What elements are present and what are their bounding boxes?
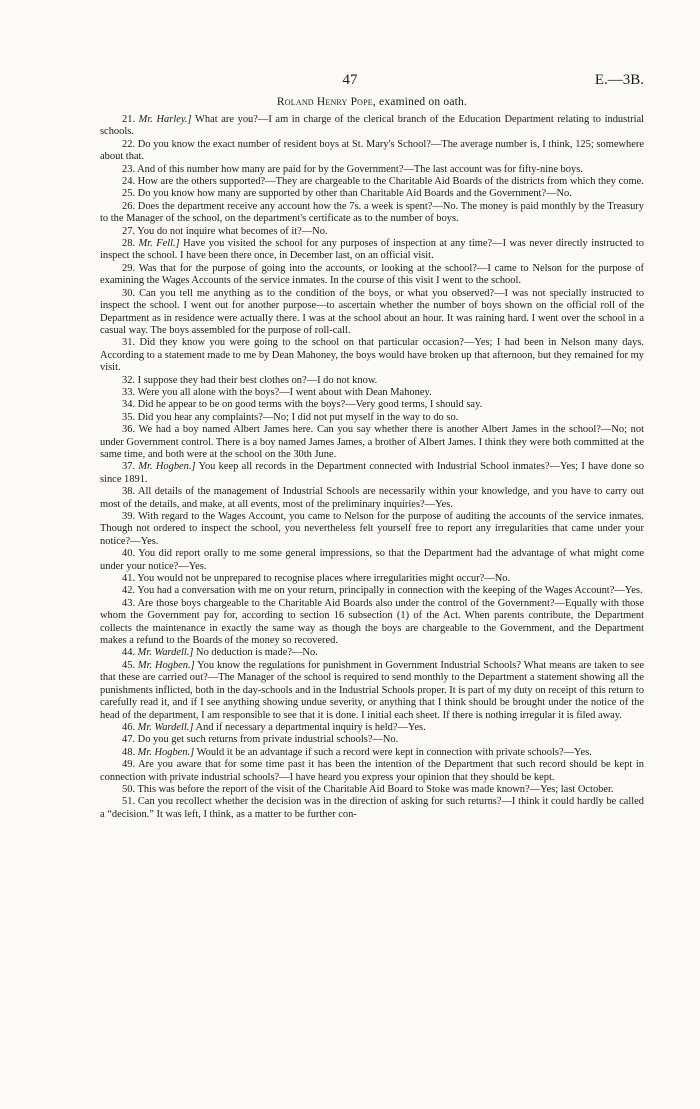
qa-paragraph bbox=[100, 176, 644, 188]
qa-text: Did you hear any complaints?—No; I did not put myself in the way to do so. bbox=[137, 411, 459, 423]
qa-paragraph bbox=[100, 387, 644, 399]
qa-paragraph bbox=[100, 722, 644, 734]
speaker: Mr. Fell.] bbox=[138, 238, 180, 250]
qa-paragraph bbox=[100, 548, 644, 573]
question-number: 37. bbox=[122, 461, 136, 473]
question-number: 23. bbox=[122, 163, 136, 175]
question-number: 26. bbox=[122, 200, 136, 212]
qa-paragraph bbox=[100, 226, 644, 238]
qa-text: Did they know you were going to the school on that particular occasion?—Yes; I had been in Nelson many days. According to a statement made to me by Dean Mahoney, the boys would have broken up that afternoon, but they remained for my visit. bbox=[100, 337, 645, 374]
qa-text: You know the regulations for punishment in Government Industrial Schools? What means are taken to see that these are carried out?—The Manager of the school is required to send monthly to the Department a statement showing all the punishments inflicted, both in the day-schools and in the Industrial Schools proper. It is part of my duty on receipt of this return to carefully read it, and if I see anything showing undue severity, or anything that I think should be brought under the notice of the head of the department, I am responsible to see that it is done. I initial each sheet. If there is nothing irregular it is filed away. bbox=[100, 659, 644, 721]
qa-text: You do not inquire what becomes of it?—No. bbox=[137, 225, 328, 237]
qa-text: Do you get such returns from private industrial schools?—No. bbox=[137, 734, 399, 746]
question-number: 29. bbox=[122, 262, 136, 274]
question-number: 30. bbox=[122, 287, 136, 299]
witness-heading-rest: examined on oath. bbox=[375, 96, 468, 108]
qa-paragraph bbox=[100, 201, 644, 226]
question-number: 39. bbox=[122, 511, 136, 522]
question-number: 31. bbox=[122, 337, 136, 349]
qa-paragraph bbox=[100, 647, 644, 659]
question-number: 21. bbox=[122, 114, 136, 125]
series-reference: E.—3B. bbox=[594, 72, 644, 88]
question-number: 25. bbox=[122, 188, 136, 200]
speaker: Mr. Wardell.] bbox=[137, 647, 194, 659]
question-number: 33. bbox=[122, 386, 136, 398]
qa-text: And of this number how many are paid for by the Government?—The last account was for fifty-nine boys. bbox=[137, 163, 583, 175]
speaker: Mr. Hogben.] bbox=[137, 746, 195, 758]
qa-paragraph bbox=[100, 734, 644, 746]
question-number: 38. bbox=[122, 486, 136, 498]
qa-text: Can you tell me anything as to the condition of the boys, or what you observed?—I was not specially instructed to inspect the school. I went out for another purpose—to ascertain whether the number of boys shown on the official roll of the Department as in residence were actually there. I was at the school about an hour. It was raining hard. I went over the school in a casual way. The boys assembled for the purpose of roll-call. bbox=[100, 287, 644, 336]
speaker: Mr. Hogben.] bbox=[137, 659, 195, 671]
qa-text: No deduction is made?—No. bbox=[193, 647, 318, 659]
qa-text: You keep all records in the Department connected with Industrial School inmates?—Yes; I have done so since 1891. bbox=[100, 461, 644, 485]
question-number: 44. bbox=[122, 647, 136, 659]
qa-paragraph bbox=[100, 114, 644, 139]
qa-paragraph bbox=[100, 511, 644, 548]
question-number: 48. bbox=[122, 746, 136, 758]
qa-text: Was that for the purpose of going into the accounts, or looking at the school?—I came to Nelson for the purpose of examining the Wages Accounts of the service inmates. In the course of this visit I went to the school. bbox=[100, 262, 644, 287]
qa-paragraph bbox=[100, 598, 644, 648]
qa-text: Can you recollect whether the decision was in the direction of asking for such returns?—I think it could hardly be called a “decision.” It was left, I think, as a matter to be further con- bbox=[100, 796, 645, 820]
question-number: 32. bbox=[122, 374, 136, 386]
testimony-body bbox=[100, 114, 644, 821]
qa-text: Are those boys chargeable to the Charitable Aid Boards also under the control of the Government?—Equally with those whom the Government pay for, according to section 16 subsection (1) of the Act. When parents contribute, the Department collects the maintenance in exactly the same way as though the boys are chargeable to the Government, and the Department makes a refund to the Boards of the money so recovered. bbox=[100, 597, 644, 647]
speaker: Mr. Harley.] bbox=[138, 114, 192, 125]
witness-name: Roland Henry Pope, bbox=[276, 96, 376, 108]
question-number: 50. bbox=[122, 783, 136, 795]
question-number: 49. bbox=[122, 759, 136, 771]
qa-paragraph bbox=[100, 573, 644, 585]
qa-text: We had a boy named Albert James here. Can you say whether there is another Albert James in the school?—No; not under Government control. There is a boy named James James, a brother of Albert James. I think they were both committed at the same time, and both were at the school on the 30th June. bbox=[100, 424, 645, 460]
qa-paragraph bbox=[100, 238, 644, 263]
qa-paragraph bbox=[100, 139, 644, 164]
qa-text: Does the department receive any account how the 7s. a week is spent?—No. The money is paid monthly by the Treasury to the Manager of the school, on the department's certificate as to the number of boys. bbox=[100, 200, 644, 225]
witness-heading bbox=[100, 96, 644, 108]
question-number: 28. bbox=[122, 238, 136, 250]
qa-paragraph bbox=[100, 263, 644, 288]
question-number: 42. bbox=[122, 585, 136, 597]
qa-text: Were you all alone with the boys?—I went about with Dean Mahoney. bbox=[137, 386, 432, 398]
qa-text: And if necessary a departmental inquiry is held?—Yes. bbox=[193, 721, 426, 733]
question-number: 35. bbox=[122, 411, 136, 423]
qa-paragraph bbox=[100, 337, 644, 374]
question-number: 27. bbox=[122, 225, 136, 237]
qa-paragraph bbox=[100, 375, 644, 387]
speaker: Mr. Hogben.] bbox=[138, 461, 196, 473]
qa-text: I suppose they had their best clothes on?—I do not know. bbox=[137, 374, 378, 386]
qa-paragraph bbox=[100, 747, 644, 759]
qa-text: Do you know how many are supported by other than Charitable Aid Boards and the Government?—No. bbox=[137, 188, 572, 200]
question-number: 46. bbox=[122, 721, 136, 733]
qa-paragraph bbox=[100, 585, 644, 597]
question-number: 43. bbox=[122, 597, 136, 609]
qa-text: Are you aware that for some time past it has been the intention of the Department that such record should be kept in connection with private industrial schools?—I have heard you express your opinion that they should be kept. bbox=[100, 759, 644, 783]
qa-paragraph bbox=[100, 759, 644, 784]
qa-text: You had a conversation with me on your return, principally in connection with the keeping of the Wages Account?—Yes. bbox=[137, 585, 643, 597]
qa-paragraph bbox=[100, 412, 644, 424]
qa-paragraph bbox=[100, 399, 644, 411]
qa-text: This was before the report of the visit of the Charitable Aid Board to Stoke was made known?—Yes; last October. bbox=[137, 783, 614, 795]
qa-paragraph bbox=[100, 486, 644, 511]
question-number: 34. bbox=[122, 399, 136, 411]
qa-text: How are the others supported?—They are chargeable to the Charitable Aid Boards of the districts from which they come. bbox=[137, 176, 644, 188]
qa-text: You did report orally to me some general impressions, so that the Department had the advantage of what might come under your notice?—Yes. bbox=[100, 548, 644, 572]
speaker: Mr. Wardell.] bbox=[137, 721, 194, 733]
qa-paragraph bbox=[100, 164, 644, 176]
question-number: 45. bbox=[122, 659, 136, 671]
qa-paragraph bbox=[100, 660, 644, 722]
question-number: 36. bbox=[122, 424, 136, 436]
qa-text: You would not be unprepared to recognise places where irregularities might occur?—No. bbox=[137, 573, 511, 585]
qa-text: Would it be an advantage if such a record were kept in connection with private schools?—Yes. bbox=[194, 746, 592, 758]
qa-text: What are you?—I am in charge of the clerical branch of the Education Department relating to industrial schools. bbox=[100, 114, 644, 138]
qa-paragraph bbox=[100, 796, 644, 821]
question-number: 51. bbox=[122, 796, 136, 808]
qa-text: Have you visited the school for any purposes of inspection at any time?—I was never directly instructed to inspect the school. I have been there once, in December last, on an official visit. bbox=[100, 238, 645, 262]
qa-paragraph bbox=[100, 424, 644, 461]
question-number: 40. bbox=[122, 548, 136, 560]
page-number: 47 bbox=[342, 72, 358, 88]
question-number: 22. bbox=[122, 138, 136, 150]
question-number: 24. bbox=[122, 176, 136, 188]
qa-paragraph bbox=[100, 461, 644, 486]
qa-text: Did he appear to be on good terms with the boys?—Very good terms, I should say. bbox=[137, 399, 483, 411]
question-number: 47. bbox=[122, 734, 136, 746]
question-number: 41. bbox=[122, 573, 136, 585]
qa-paragraph bbox=[100, 188, 644, 200]
qa-text: All details of the management of Industrial Schools are necessarily within your knowledge, and you have to carry out most of the details, and make, at all events, most of the preliminary inquiries?—Yes. bbox=[100, 486, 644, 510]
qa-paragraph bbox=[100, 784, 644, 796]
qa-text: With regard to the Wages Account, you came to Nelson for the purpose of auditing the accounts of the service inmates. Though not ordered to inspect the school, you nevertheless felt yourself free to report any irregularities that came under your notice?—Yes. bbox=[100, 511, 645, 547]
qa-paragraph bbox=[100, 288, 644, 338]
qa-text: Do you know the exact number of resident boys at St. Mary's School?—The average number is, I think, 125; somewhere about that. bbox=[100, 138, 644, 163]
